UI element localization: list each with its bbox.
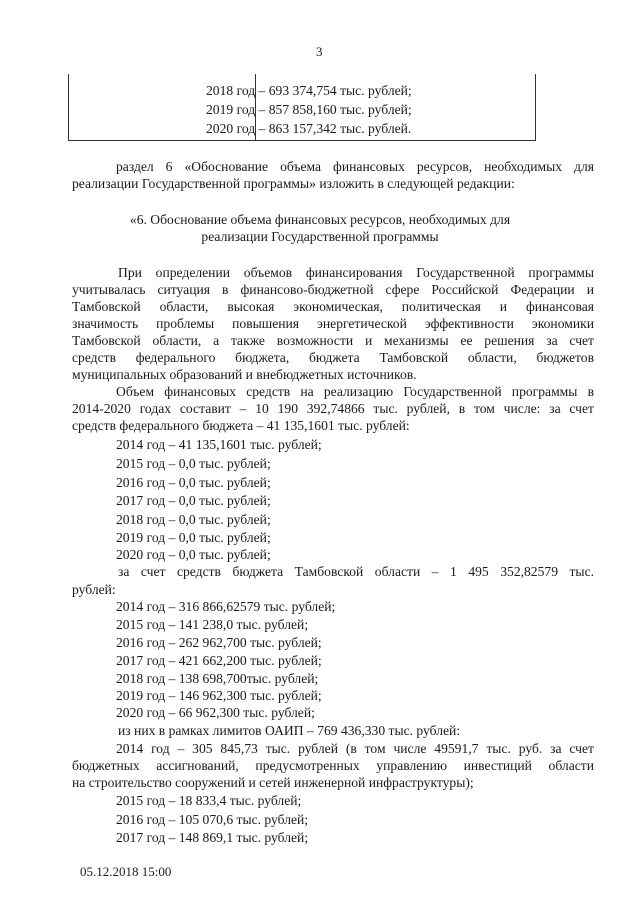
year-line: 2017 год – 421 662,200 тыс. рублей; xyxy=(116,653,322,668)
table-row: 2018 год – 693 374,754 тыс. рублей; xyxy=(206,83,412,98)
paragraph-line: средств федерального бюджета – 41 135,1601 тыс. рублей: xyxy=(72,418,410,433)
paragraph-line: на строительство сооружений и сетей инженерной инфраструктуры); xyxy=(72,775,474,790)
paragraph-line: значимость проблемы повышения энергетической эффективности экономики xyxy=(72,316,594,331)
page-number: 3 xyxy=(316,44,323,59)
paragraph-line: Тамбовской области, а также возможности и механизмы ее решения за счет xyxy=(72,333,594,348)
year-line: 2015 год – 0,0 тыс. рублей; xyxy=(116,456,271,471)
paragraph-line: учитывалась ситуация в финансово-бюджетной сфере Российской Федерации и xyxy=(72,282,594,297)
year-line: 2016 год – 105 070,6 тыс. рублей; xyxy=(116,812,309,827)
paragraph-line: 2014 год – 305 845,73 тыс. рублей (в том числе 49591,7 тыс. руб. за счет xyxy=(116,741,594,756)
section-heading: реализации Государственной программы xyxy=(201,229,439,244)
year-line: 2017 год – 0,0 тыс. рублей; xyxy=(116,493,271,508)
year-line: 2014 год – 316 866,62579 тыс. рублей; xyxy=(116,599,336,614)
oaip-line: из них в рамках лимитов ОАИП – 769 436,330 тыс. рублей: xyxy=(118,723,461,738)
table-row: 2020 год – 863 157,342 тыс. рублей. xyxy=(206,121,412,136)
year-line: 2016 год – 0,0 тыс. рублей; xyxy=(116,475,271,490)
paragraph-line: за счет средств бюджета Тамбовской области – 1 495 352,82579 тыс. xyxy=(118,564,594,579)
paragraph-line: рублей: xyxy=(72,582,116,597)
year-line: 2015 год – 141 238,0 тыс. рублей; xyxy=(116,617,309,632)
year-line: 2020 год – 66 962,300 тыс. рублей; xyxy=(116,705,315,720)
intro-line: раздел 6 «Обоснование объема финансовых ресурсов, необходимых для xyxy=(116,159,594,174)
footer-timestamp: 05.12.2018 15:00 xyxy=(80,864,172,879)
year-line: 2014 год – 41 135,1601 тыс. рублей; xyxy=(116,437,322,452)
table-row: 2019 год – 857 858,160 тыс. рублей; xyxy=(206,102,412,117)
paragraph-line: муниципальных образований и внебюджетных источников. xyxy=(72,367,417,382)
year-line: 2015 год – 18 833,4 тыс. рублей; xyxy=(116,793,302,808)
intro-line: реализации Государственной программы» изложить в следующей редакции: xyxy=(72,176,515,191)
section-heading: «6. Обоснование объема финансовых ресурсов, необходимых для xyxy=(129,212,511,227)
year-line: 2018 год – 138 698,700тыс. рублей; xyxy=(116,671,319,686)
paragraph-line: 2014-2020 годах составит – 10 190 392,74866 тыс. рублей, в том числе: за счет xyxy=(72,401,594,416)
paragraph-line: При определении объемов финансирования Государственной программы xyxy=(118,265,594,280)
year-line: 2018 год – 0,0 тыс. рублей; xyxy=(116,512,271,527)
year-line: 2017 год – 148 869,1 тыс. рублей; xyxy=(116,830,309,845)
year-line: 2020 год – 0,0 тыс. рублей; xyxy=(116,547,271,562)
paragraph-line: Объем финансовых средств на реализацию Государственной программы в xyxy=(116,384,594,399)
year-line: 2019 год – 0,0 тыс. рублей; xyxy=(116,530,271,545)
year-line: 2016 год – 262 962,700 тыс. рублей; xyxy=(116,635,322,650)
year-line: 2019 год – 146 962,300 тыс. рублей; xyxy=(116,688,322,703)
paragraph-line: средств федерального бюджета, бюджета Тамбовской области, бюджетов xyxy=(72,350,594,365)
paragraph-line: бюджетных ассигнований, предусмотренных управлению инвестиций области xyxy=(72,758,594,773)
paragraph-line: Тамбовской области, высокая экономическая, политическая и финансовая xyxy=(72,299,594,314)
